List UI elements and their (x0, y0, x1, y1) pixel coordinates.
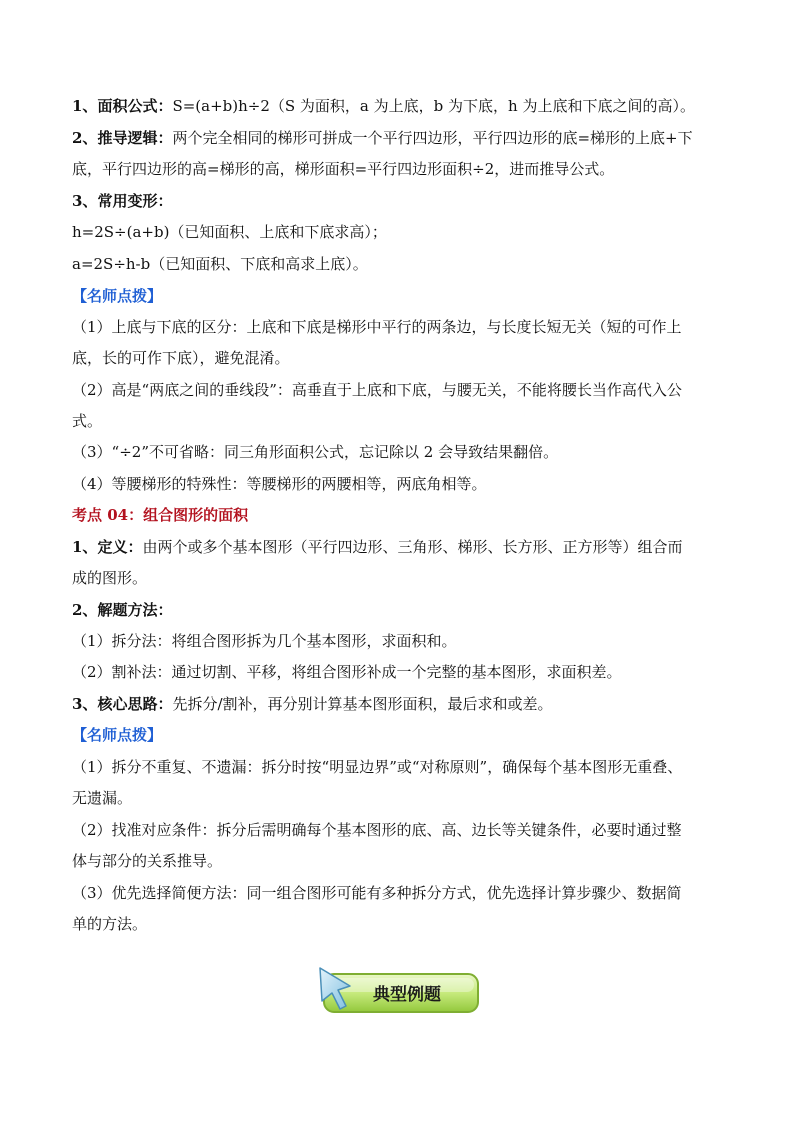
definition-line-cont: 成的图形。 (72, 569, 148, 587)
derivation-line (72, 128, 732, 148)
tip-3-cont: 单的方法。 (72, 915, 148, 933)
tip-2: （2）找准对应条件：拆分后需明确每个基本图形的底、高、边长等关键条件，必要时通过整 (72, 821, 682, 839)
item-keyword: 常用变形： (97, 192, 173, 210)
core-idea-line (72, 694, 732, 714)
tip-4: （4）等腰梯形的特殊性：等腰梯形的两腰相等，两底角相等。 (72, 475, 487, 493)
item-text: 由两个或多个基本图形（平行四边形、三角形、梯形、长方形、正方形等）组合而 (142, 538, 683, 556)
tip-2-cont: 式。 (72, 412, 103, 430)
method-1: （1）拆分法：将组合图形拆为几个基本图形，求面积和。 (72, 632, 457, 650)
item-number: 3、 (72, 695, 98, 713)
item-text: 先拆分/割补，再分别计算基本图形面积，最后求和或差。 (172, 695, 553, 713)
item-number: 1、 (72, 97, 98, 115)
methods-line (72, 600, 732, 620)
tip-1: （1）上底与下底的区分：上底和下底是梯形中平行的两条边，与长度长短无关（短的可作上 (72, 318, 682, 336)
item-text: 两个完全相同的梯形可拼成一个平行四边形，平行四边形的底=梯形的上底+下 (172, 129, 693, 147)
tip-1: （1）拆分不重复、不遗漏：拆分时按“明显边界”或“对称原则”，确保每个基本图形无重叠、 (72, 758, 683, 776)
section-heading: 考点 04：组合图形的面积 (72, 506, 249, 524)
tip-1-cont: 底，长的可作下底），避免混淆。 (72, 349, 290, 367)
method-2: （2）割补法：通过切割、平移，将组合图形补成一个完整的基本图形，求面积差。 (72, 663, 622, 681)
tip-title: 【名师点拨】 (72, 287, 163, 305)
tip-3: （3）“÷2”不可省略：同三角形面积公式，忘记除以 2 会导致结果翻倍。 (72, 443, 559, 461)
tip-2: （2）高是“两底之间的垂线段”：高垂直于上底和下底，与腰无关，不能将腰长当作高代入公 (72, 381, 682, 399)
variant-formula-h: h=2S÷(a+b)（已知面积、上底和下底求高）； (72, 223, 387, 241)
item-keyword: 解题方法： (97, 601, 173, 619)
badge-label: 典型例题 (373, 984, 441, 1005)
variant-formula-a: a=2S÷h-b（已知面积、下底和高求上底）。 (72, 255, 368, 273)
item-keyword: 核心思路： (97, 695, 173, 713)
tip-title: 【名师点拨】 (72, 726, 163, 744)
item-keyword: 定义： (97, 538, 143, 556)
tip-1-cont: 无遗漏。 (72, 789, 133, 807)
tip-2-cont: 体与部分的关系推导。 (72, 852, 223, 870)
variants-line (72, 191, 732, 211)
derivation-line-cont: 底，平行四边形的高=梯形的高，梯形面积=平行四边形面积÷2，进而推导公式。 (72, 160, 615, 178)
item-number: 2、 (72, 129, 98, 147)
item-keyword: 推导逻辑： (97, 129, 173, 147)
definition-line (72, 537, 732, 557)
tip-3: （3）优先选择简便方法：同一组合图形可能有多种拆分方式，优先选择计算步骤少、数据简 (72, 884, 682, 902)
formula-line (72, 96, 732, 116)
item-text: S=(a+b)h÷2（S 为面积，a 为上底，b 为下底，h 为上底和下底之间的高）。 (172, 97, 695, 115)
item-number: 1、 (72, 538, 98, 556)
item-number: 3、 (72, 192, 98, 210)
item-number: 2、 (72, 601, 98, 619)
item-keyword: 面积公式： (97, 97, 173, 115)
